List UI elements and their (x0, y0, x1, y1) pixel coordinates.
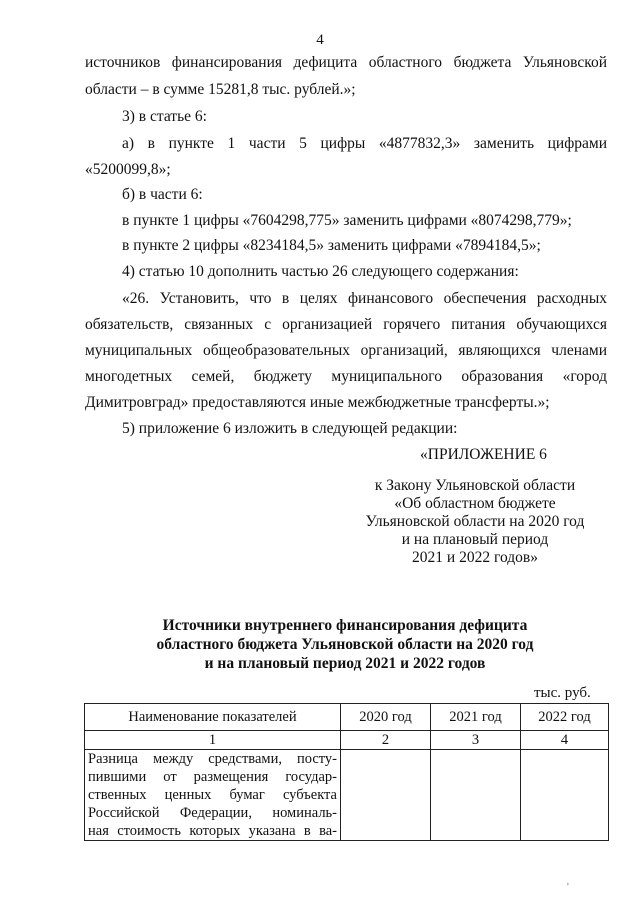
body-line: источников финансирования дефицита областного бюджета Ульяновской (85, 54, 607, 71)
body-line: 4) статью 10 дополнить частью 26 следующего содержания: (122, 263, 519, 280)
body-line: в пункте 1 цифры «7604298,775» заменить цифрами «8074298,779»; (122, 212, 572, 229)
value-cell-2022 (521, 750, 609, 841)
page-number: 4 (316, 32, 324, 48)
body-line: обязательств, связанных с организацией горячего питания обучающихся (85, 316, 607, 333)
body-line: 5) приложение 6 изложить в следующей редакции: (122, 420, 458, 437)
table-row (85, 750, 609, 841)
table-title: Источники внутреннего финансирования дефицита областного бюджета Ульяновской области на 2020 год и на плановый период 2021 и 2022 годов (156, 617, 534, 672)
body-line: б) в части 6: (122, 186, 203, 203)
body-line: многодетных семей, бюджету муниципального образования «город (85, 368, 607, 385)
table-number-row (85, 731, 609, 750)
column-number: 1 (85, 731, 341, 750)
body-line: муниципальных общеобразовательных организаций, являющихся членами (85, 342, 607, 359)
body-line: области – в сумме 15281,8 тыс. рублей.»; (85, 81, 356, 98)
body-line: а) в пункте 1 части 5 цифры «4877832,3» заменить цифрами (122, 135, 607, 152)
body-line: «5200099,8»; (85, 161, 171, 178)
column-number: 3 (431, 731, 521, 750)
header-indicator: Наименование показателей (85, 704, 341, 731)
table-header-row (85, 704, 609, 731)
financing-table (84, 703, 609, 841)
body-line: в пункте 2 цифры «8234184,5» заменить цифрами «7894184,5»; (122, 237, 541, 254)
appendix-label: «ПРИЛОЖЕНИЕ 6 (420, 446, 547, 463)
value-cell-2020 (341, 750, 431, 841)
appendix-line: и на плановый период (401, 531, 549, 548)
body-line: «26. Установить, что в целях финансового обеспечения расходных (122, 290, 607, 307)
indicator-cell: Разница между средствами, посту- пившими от размещения государ- ственных ценных бумаг субъекта Российской Федерации, номиналь- ная стоимость которых указана в ва- (85, 750, 341, 841)
header-2021: 2021 год (431, 704, 521, 731)
value-cell-2021 (431, 750, 521, 841)
header-2022: 2022 год (521, 704, 609, 731)
appendix-reference (360, 477, 590, 567)
body-line: Димитровград» предоставляются иные межбюджетные трансферты.»; (85, 394, 550, 411)
header-2020: 2020 год (341, 704, 431, 731)
column-number: 4 (521, 731, 609, 750)
appendix-line: 2021 и 2022 годов» (412, 549, 538, 566)
scan-speck: ' (567, 882, 569, 893)
appendix-line: Ульяновской области на 2020 год (365, 513, 585, 530)
column-number: 2 (341, 731, 431, 750)
body-line: 3) в статье 6: (122, 108, 207, 125)
unit-label: тыс. руб. (534, 685, 591, 701)
appendix-line: «Об областном бюджете (394, 495, 556, 512)
appendix-line: к Закону Ульяновской области (374, 477, 576, 494)
